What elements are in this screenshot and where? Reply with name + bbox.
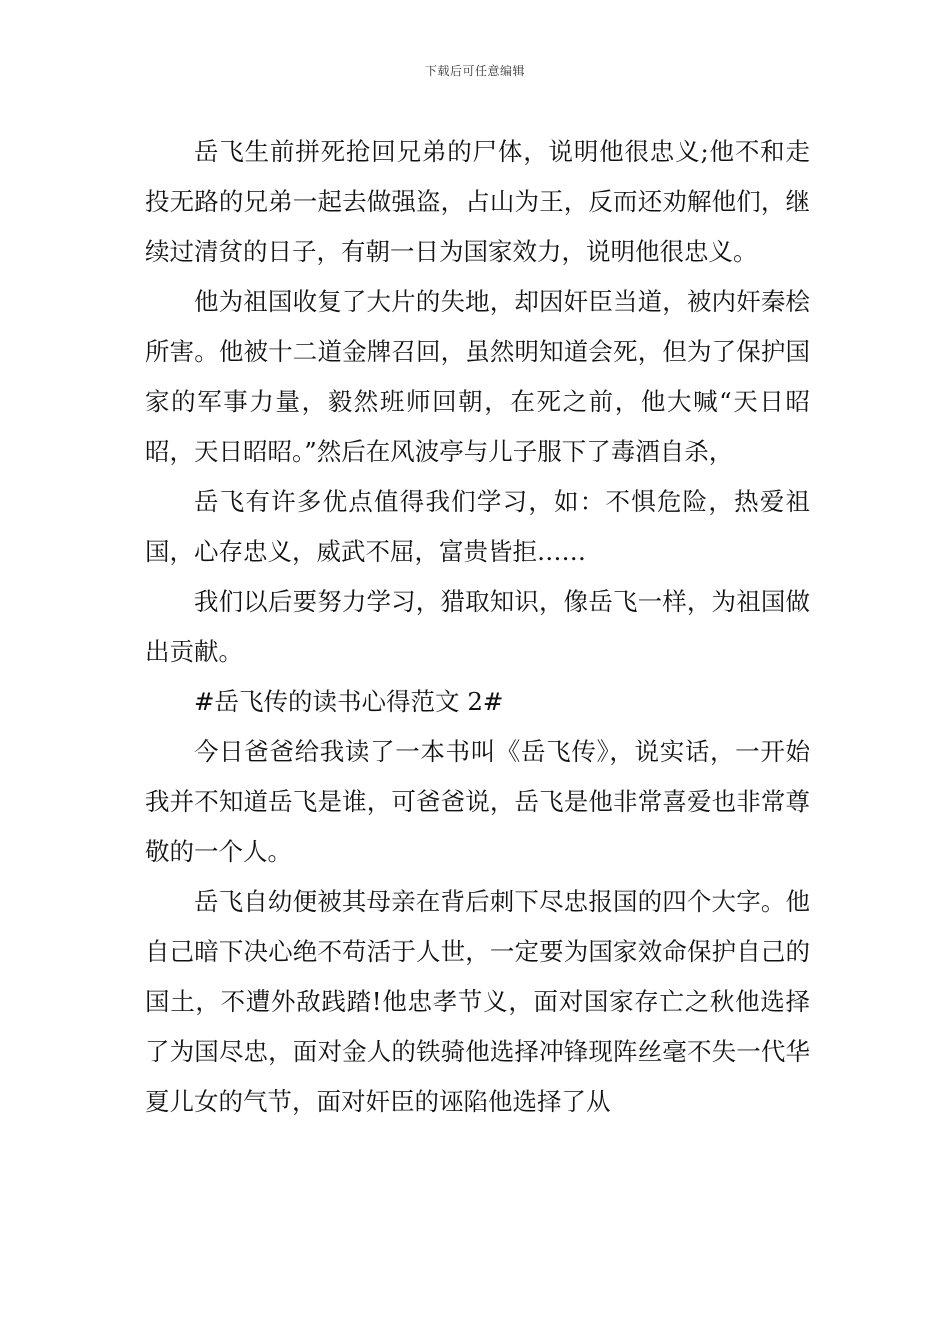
- paragraph-5: 今日爸爸给我读了一本书叫《岳飞传》，说实话，一开始我并不知道岳飞是谁，可爸爸说，岳飞是他非常喜爱也非常尊敬的一个人。: [145, 737, 810, 866]
- paragraph-1: 岳飞生前拼死抢回兄弟的尸体，说明他很忠义;他不和走投无路的兄弟一起去做强盗，占山为王，反而还劝解他们，继续过清贫的日子，有朝一日为国家效力，说明他很忠义。: [145, 137, 810, 266]
- document-body: [145, 127, 810, 1127]
- paragraph-6: 岳飞自幼便被其母亲在背后刺下尽忠报国的四个大字。他自己暗下决心绝不苟活于人世，一定要为国家效命保护自己的国土，不遭外敌践踏!他忠孝节义，面对国家存亡之秋他选择了为国尽忠，面对金人的铁骑他选择冲锋现阵丝毫不失一代华夏儿女的气节，面对奸臣的诬陷他选择了从: [145, 887, 810, 1116]
- section-heading: #岳飞传的读书心得范文 2#: [194, 687, 504, 716]
- paragraph-2: 他为祖国收复了大片的失地，却因奸臣当道，被内奸秦桧所害。他被十二道金牌召回，虽然明知道会死，但为了保护国家的军事力量，毅然班师回朝，在死之前，他大喊“天日昭昭，天日昭昭。”然后在风波亭与儿子服下了毒酒自杀，: [145, 287, 810, 466]
- header-note: 下载后可任意编辑: [424, 64, 525, 78]
- paragraph-3: 岳飞有许多优点值得我们学习，如：不惧危险，热爱祖国，心存忠义，威武不屈，富贵皆拒……: [145, 487, 810, 566]
- paragraph-4: 我们以后要努力学习，猎取知识，像岳飞一样，为祖国做出贡献。: [145, 587, 810, 666]
